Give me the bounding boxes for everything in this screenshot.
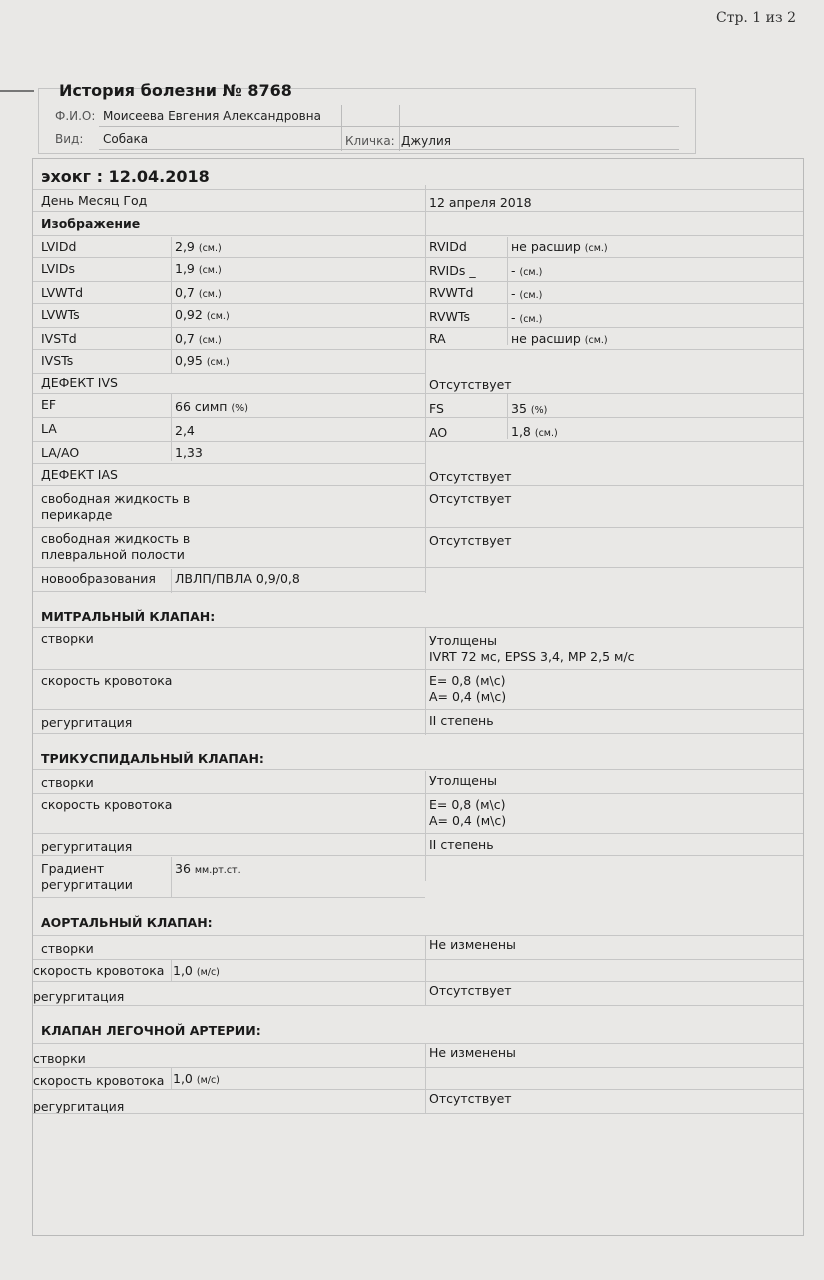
- rvwtd-value: - (см.): [511, 286, 543, 301]
- rvwts-label: RVWTs: [429, 309, 470, 324]
- lvids-label: LVIDs: [41, 261, 75, 276]
- image-section-title: Изображение: [41, 216, 141, 231]
- row-line: [33, 1089, 803, 1090]
- ef-value: 66 симп (%): [175, 399, 248, 414]
- row-line: [33, 793, 803, 794]
- column-rule-tricuspid: [425, 771, 426, 881]
- aortic-regurg-value: Отсутствует: [429, 983, 512, 998]
- pleural-fluid-label: свободная жидкость в плевральной полости: [41, 531, 191, 562]
- ias-defect-value: Отсутствует: [429, 469, 512, 484]
- column-rule-right-2: [507, 393, 508, 439]
- row-line: [33, 281, 803, 282]
- row-line: [33, 235, 803, 236]
- lvidd-value: 2,9 (см.): [175, 239, 222, 254]
- echocardiography-form: [32, 158, 804, 1236]
- row-line: [33, 959, 803, 960]
- nickname-value: Джулия: [401, 134, 451, 148]
- ivs-defect-value: Отсутствует: [429, 377, 512, 392]
- nickname-label: Кличка:: [345, 134, 395, 148]
- aortic-flow-value: 1,0 (м/с): [173, 963, 220, 978]
- column-rule-aortic: [425, 935, 426, 1005]
- aortic-regurg-label: регургитация: [33, 989, 125, 1004]
- column-rule-gradient: [171, 857, 172, 897]
- page-number: Стр. 1 из 2: [715, 10, 796, 26]
- row-line: [33, 855, 803, 856]
- ivsts-value: 0,95 (см.): [175, 353, 230, 368]
- row-line: [33, 527, 803, 528]
- row-line: [33, 373, 425, 374]
- species-label: Вид:: [55, 132, 84, 146]
- aortic-leaflets-value: Не изменены: [429, 937, 516, 952]
- ra-label: RA: [429, 331, 446, 346]
- fio-label: Ф.И.О:: [55, 109, 96, 123]
- column-rule-left-2: [171, 393, 172, 461]
- date-label: День Месяц Год: [41, 193, 148, 208]
- header-divider: [341, 105, 342, 151]
- patient-header: [38, 81, 696, 154]
- pulmonary-regurg-value: Отсутствует: [429, 1091, 512, 1106]
- ra-value: не расшир (см.): [511, 331, 608, 346]
- row-line: [33, 709, 803, 710]
- ao-value: 1,8 (см.): [511, 424, 558, 439]
- column-rule-pulmonary-flow: [171, 1067, 172, 1089]
- column-rule-pulmonary: [425, 1043, 426, 1113]
- tricuspid-flow-label: скорость кровотока: [41, 797, 173, 812]
- rvidd-label: RVIDd: [429, 239, 467, 254]
- lvidd-label: LVIDd: [41, 239, 77, 254]
- row-line: [33, 1005, 803, 1006]
- species-value: Собака: [103, 132, 149, 146]
- fio-underline: [99, 126, 679, 127]
- ao-label: AO: [429, 425, 448, 440]
- tricuspid-title: ТРИКУСПИДАЛЬНЫЙ КЛАПАН:: [41, 751, 264, 766]
- tricuspid-regurg-value: II степень: [429, 837, 494, 852]
- row-line: [33, 833, 803, 834]
- pulmonary-flow-label: скорость кровотока: [33, 1073, 165, 1088]
- species-underline: [99, 149, 679, 150]
- row-line: [33, 935, 803, 936]
- aortic-title: АОРТАЛЬНЫЙ КЛАПАН:: [41, 915, 213, 930]
- row-line: [33, 591, 425, 592]
- row-line: [33, 567, 803, 568]
- row-line: [33, 485, 803, 486]
- neoplasm-label: новообразования: [41, 571, 156, 586]
- tricuspid-regurg-label: регургитация: [41, 839, 133, 854]
- ivs-defect-label: ДЕФЕКТ IVS: [41, 375, 118, 390]
- lvwtd-label: LVWTd: [41, 285, 84, 300]
- lvwts-label: LVWTs: [41, 307, 80, 322]
- row-line: [33, 303, 803, 304]
- column-rule-neoplasm: [171, 569, 172, 593]
- mitral-leaflets-value: Утолщены IVRT 72 мс, EPSS 3,4, МР 2,5 м/с: [429, 633, 635, 664]
- ivstd-label: IVSTd: [41, 331, 77, 346]
- row-line: [33, 669, 803, 670]
- lvids-value: 1,9 (см.): [175, 261, 222, 276]
- column-rule-mitral: [425, 627, 426, 735]
- row-line: [33, 441, 803, 442]
- row-line: [33, 733, 803, 734]
- row-line: [33, 211, 803, 212]
- tricuspid-leaflets-value: Утолщены: [429, 773, 498, 788]
- pericard-fluid-label: свободная жидкость в перикарде: [41, 491, 191, 522]
- pleural-fluid-value: Отсутствует: [429, 533, 512, 548]
- lvwtd-value: 0,7 (см.): [175, 285, 222, 300]
- exam-title: эхокг : 12.04.2018: [41, 167, 210, 186]
- column-rule-mid: [425, 185, 426, 593]
- pulmonary-leaflets-value: Не изменены: [429, 1045, 516, 1060]
- mitral-flow-value: E= 0,8 (м\с) A= 0,4 (м\с): [429, 673, 507, 704]
- row-line: [33, 1067, 803, 1068]
- fs-value: 35 (%): [511, 401, 548, 416]
- date-value: 12 апреля 2018: [429, 195, 532, 210]
- rvids-value: - (см.): [511, 263, 543, 278]
- pulmonary-title: КЛАПАН ЛЕГОЧНОЙ АРТЕРИИ:: [41, 1023, 261, 1038]
- row-line: [33, 981, 803, 982]
- row-line: [33, 417, 803, 418]
- row-line: [33, 627, 803, 628]
- mitral-title: МИТРАЛЬНЫЙ КЛАПАН:: [41, 609, 216, 624]
- row-line: [33, 393, 803, 394]
- fio-value: Моисеева Евгения Александровна: [103, 109, 321, 123]
- margin-mark: [0, 90, 34, 92]
- ivstd-value: 0,7 (см.): [175, 331, 222, 346]
- aortic-flow-label: скорость кровотока: [33, 963, 165, 978]
- mitral-leaflets-label: створки: [41, 631, 94, 646]
- row-line: [33, 1113, 803, 1114]
- mitral-regurg-label: регургитация: [41, 715, 133, 730]
- row-line: [33, 1043, 803, 1044]
- lvwts-value: 0,92 (см.): [175, 307, 230, 322]
- pulmonary-regurg-label: регургитация: [33, 1099, 125, 1114]
- ivsts-label: IVSTs: [41, 353, 74, 368]
- column-rule-aortic-flow: [171, 959, 172, 981]
- ef-label: EF: [41, 397, 57, 412]
- rvwts-value: - (см.): [511, 310, 543, 325]
- tricuspid-leaflets-label: створки: [41, 775, 94, 790]
- tricuspid-gradient-value: 36 мм.рт.ст.: [175, 861, 241, 876]
- row-line: [33, 189, 803, 190]
- mitral-regurg-value: II степень: [429, 713, 494, 728]
- fs-label: FS: [429, 401, 444, 416]
- mitral-flow-label: скорость кровотока: [41, 673, 173, 688]
- rvwtd-label: RVWTd: [429, 285, 474, 300]
- la-ao-label: LA/AO: [41, 445, 80, 460]
- neoplasm-value: ЛВЛП/ПВЛА 0,9/0,8: [175, 571, 300, 586]
- row-line: [33, 327, 803, 328]
- ias-defect-label: ДЕФЕКТ IAS: [41, 467, 118, 482]
- header-divider-2: [399, 105, 400, 151]
- case-history-title: История болезни № 8768: [59, 81, 292, 100]
- rvids-label: RVIDs _: [429, 263, 476, 278]
- row-line: [33, 463, 425, 464]
- tricuspid-gradient-label: Градиент регургитации: [41, 861, 133, 892]
- row-line: [33, 769, 803, 770]
- pulmonary-leaflets-label: створки: [33, 1051, 86, 1066]
- row-line: [33, 897, 425, 898]
- column-rule-right: [507, 237, 508, 345]
- la-ao-value: 1,33: [175, 445, 203, 460]
- la-label: LA: [41, 421, 57, 436]
- la-value: 2,4: [175, 423, 195, 438]
- pulmonary-flow-value: 1,0 (м/с): [173, 1071, 220, 1086]
- tricuspid-flow-value: E= 0,8 (м\с) A= 0,4 (м\с): [429, 797, 507, 828]
- aortic-leaflets-label: створки: [41, 941, 94, 956]
- rvidd-value: не расшир (см.): [511, 239, 608, 254]
- pericard-fluid-value: Отсутствует: [429, 491, 512, 506]
- row-line: [33, 257, 803, 258]
- row-line: [33, 349, 803, 350]
